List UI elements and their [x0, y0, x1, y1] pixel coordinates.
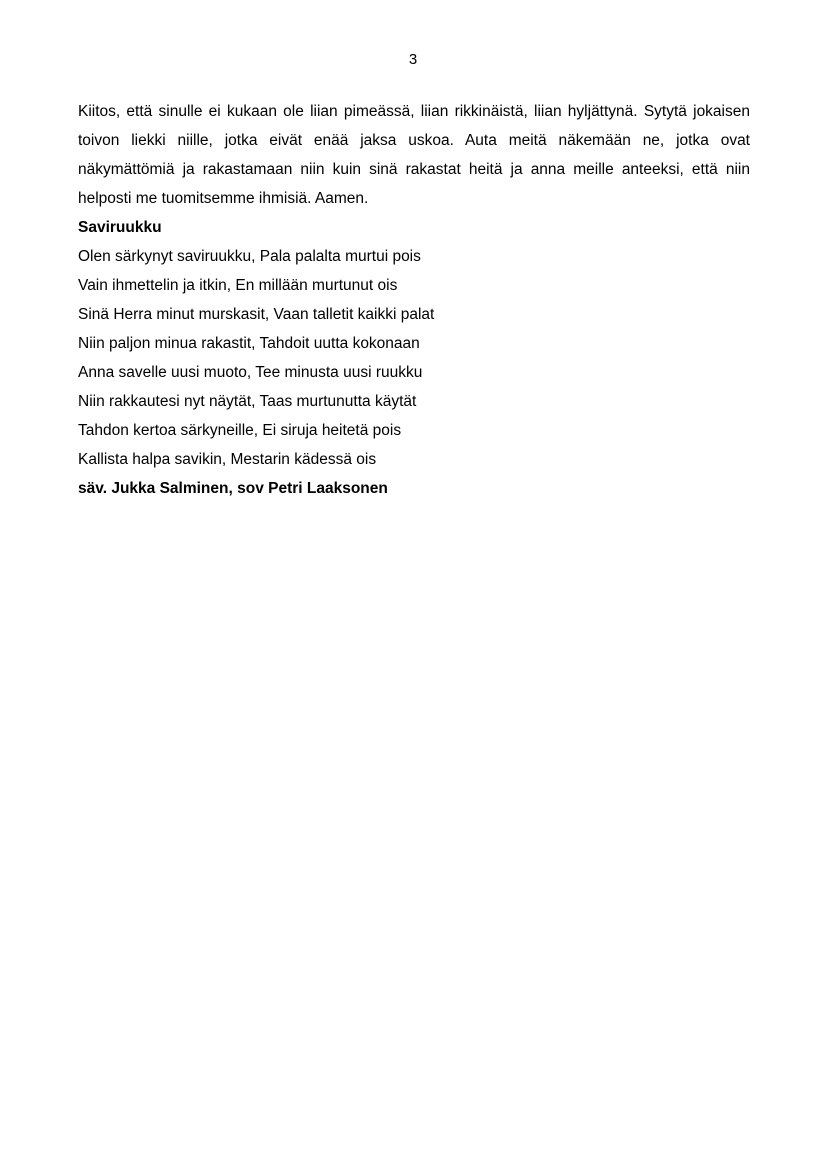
prayer-paragraph: Kiitos, että sinulle ei kukaan ole liian pimeässä, liian rikkinäistä, liian hyljättynä. Sytytä jokaisen toivon liekki niille, jotka eivät enää jaksa uskoa. Auta meitä näkemään ne, jotka ovat näkymättömiä ja rakastamaan niin kuin sinä rakastat heitä ja anna meille anteeksi, että niin helposti me tuomitsemme ihmisiä. Aamen.: [78, 103, 750, 207]
lyric-line: Sinä Herra minut murskasit, Vaan talletit kaikki palat: [78, 306, 435, 323]
lyric-line: Niin rakkautesi nyt näytät, Taas murtunutta käytät: [78, 393, 417, 410]
lyric-line: Vain ihmettelin ja itkin, En millään murtunut ois: [78, 277, 398, 294]
song-credits: säv. Jukka Salminen, sov Petri Laaksonen: [78, 480, 388, 497]
lyric-line: Anna savelle uusi muoto, Tee minusta uusi ruukku: [78, 364, 423, 381]
page-number: 3: [408, 51, 418, 68]
lyric-line: Kallista halpa savikin, Mestarin kädessä ois: [78, 451, 377, 468]
lyric-line: Niin paljon minua rakastit, Tahdoit uutta kokonaan: [78, 335, 420, 352]
lyric-line: Tahdon kertoa särkyneille, Ei siruja heitetä pois: [78, 422, 402, 439]
lyric-line: Olen särkynyt saviruukku, Pala palalta murtui pois: [78, 248, 421, 265]
song-title: Saviruukku: [78, 219, 162, 236]
document-body: [78, 97, 750, 503]
song-lyrics: [78, 242, 750, 474]
